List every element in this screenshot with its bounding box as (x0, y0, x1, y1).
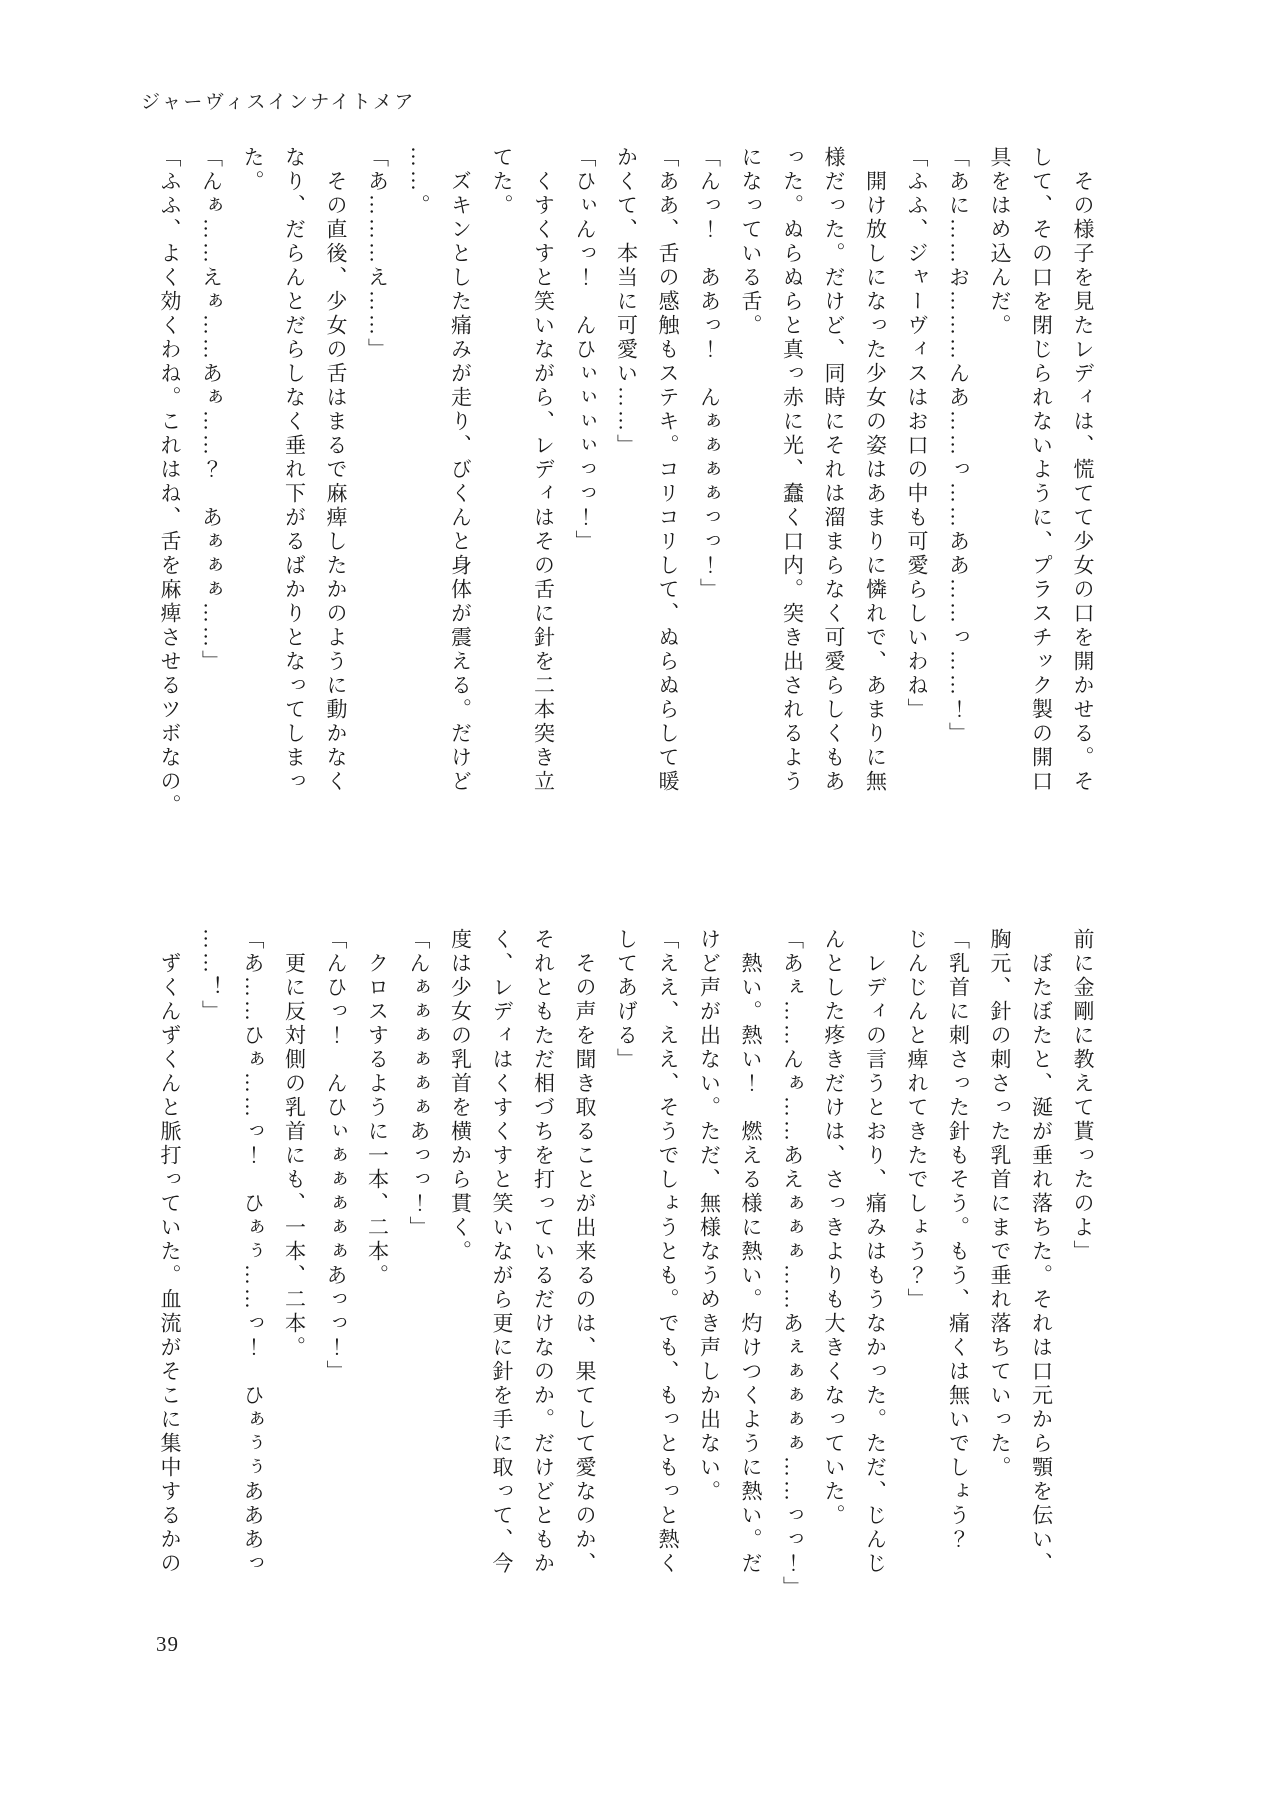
text-column: その声を聞き取ることが出来るのは、果てして愛なのか、 (573, 952, 597, 1576)
text-column: た。 (241, 146, 265, 194)
text-column: 前に金剛に教えて貰ったのよ」 (1071, 928, 1095, 1264)
text-column: 「んっ！ ああっ！ んぁぁぁぁっっ！」 (697, 146, 722, 602)
text-column: ……。 (407, 146, 431, 218)
text-column: く、レディはくすくすと笑いながら更に針を手に取って、今 (490, 928, 514, 1576)
text-column: くすくすと笑いながら、レディはその舌に針を二本突き立 (531, 170, 556, 794)
text-column: けど声が出ない。ただ、無様なうめき声しか出ない。 (697, 928, 722, 1504)
text-column: 「あ………え……」 (365, 146, 390, 362)
text-column: して、その口を閉じられないように、プラスチック製の開口 (1029, 146, 1054, 794)
text-column: ズキンとした痛みが走り、びくんと身体が震える。だけど (448, 170, 473, 794)
text-column: 「ええ、ええ、そうでしょうとも。でも、もっともっと熱く (656, 928, 680, 1576)
text-column: 「んぁ……えぁ……あぁ……？ あぁぁぁ……」 (199, 146, 224, 674)
text-column: 度は少女の乳首を横から貫く。 (448, 928, 473, 1264)
text-column: なり、だらんとだらしなく垂れ下がるばかりとなってしまっ (282, 146, 307, 794)
running-title: ジャーヴィスインナイトメア (141, 92, 416, 113)
text-column: 更に反対側の乳首にも、一本、二本。 (282, 952, 307, 1360)
text-column: 「乳首に刺さった針もそう。もう、痛くは無いでしょう？ (946, 928, 971, 1552)
text-column: 「あ……ひぁ……っ！ ひぁぅ……っ！ ひぁぅぅあああっ (241, 928, 265, 1576)
text-column: じんじんと痺れてきたでしょう？」 (905, 928, 929, 1312)
text-column: 「あに……お………んあ……っ……ああ……っ……！」 (946, 146, 971, 746)
text-column: 「ふふ、よく効くわね。これはね、舌を麻痺させるツボなの。 (158, 146, 182, 818)
lower-text-block (130, 928, 1093, 1608)
text-column: 熱い。熱い！ 燃える様に熱い。灼けつくように熱い。だ (739, 952, 763, 1576)
text-column: ぼたぼたと、涎が垂れ落ちた。それは口元から顎を伝い、 (1029, 952, 1054, 1576)
text-column: その様子を見たレディは、慌てて少女の口を開かせる。そ (1071, 170, 1095, 794)
text-column: 開け放しになった少女の姿はあまりに憐れで、あまりに無 (863, 170, 888, 794)
text-column: その直後、少女の舌はまるで麻痺したかのように動かなく (324, 170, 348, 794)
text-column: 「ああ、舌の感触もステキ。コリコリして、ぬらぬらして暖 (656, 146, 680, 794)
text-column: 「ふふ、ジャーヴィスはお口の中も可愛らしいわね」 (905, 146, 929, 722)
text-column: てた。 (490, 146, 514, 218)
text-column: してあげる」 (614, 928, 639, 1072)
text-column: 「ひぃんっ！ んひぃぃぃぃっっ！」 (573, 146, 597, 554)
text-column: 「んひっ！ んひぃぁぁぁぁぁあっっ！」 (324, 928, 348, 1384)
page-number: 39 (156, 1632, 179, 1656)
text-column: んとした疼きだけは、さっきよりも大きくなっていた。 (822, 928, 846, 1528)
text-column: 胸元、針の刺さった乳首にまで垂れ落ちていった。 (988, 928, 1012, 1480)
text-column: った。ぬらぬらと真っ赤に光、蠢く口内。突き出されるよう (780, 146, 805, 794)
text-column: かくて、本当に可愛い……」 (614, 146, 639, 458)
upper-text-block (130, 146, 1093, 822)
text-column: それともただ相づちを打っているだけなのか。だけどともか (531, 928, 556, 1576)
text-column: 様だった。だけど、同時にそれは溜まらなく可愛らしくもあ (822, 146, 846, 794)
text-column: 「あぇ……んぁ……あえぁぁぁ……あぇぁぁぁぁ……っっ！」 (780, 928, 805, 1600)
text-column: クロスするように一本、二本。 (365, 952, 390, 1288)
text-column: 具をはめ込んだ。 (988, 146, 1012, 338)
text-column: ……！」 (199, 928, 224, 1024)
text-column: レディの言うとおり、痛みはもうなかった。ただ、じんじ (863, 952, 888, 1576)
text-column: になっている舌。 (739, 146, 763, 338)
text-column: 「んぁぁぁぁぁぁあっっ！」 (407, 928, 431, 1240)
text-column: ずくんずくんと脈打っていた。血流がそこに集中するかの (158, 952, 182, 1576)
